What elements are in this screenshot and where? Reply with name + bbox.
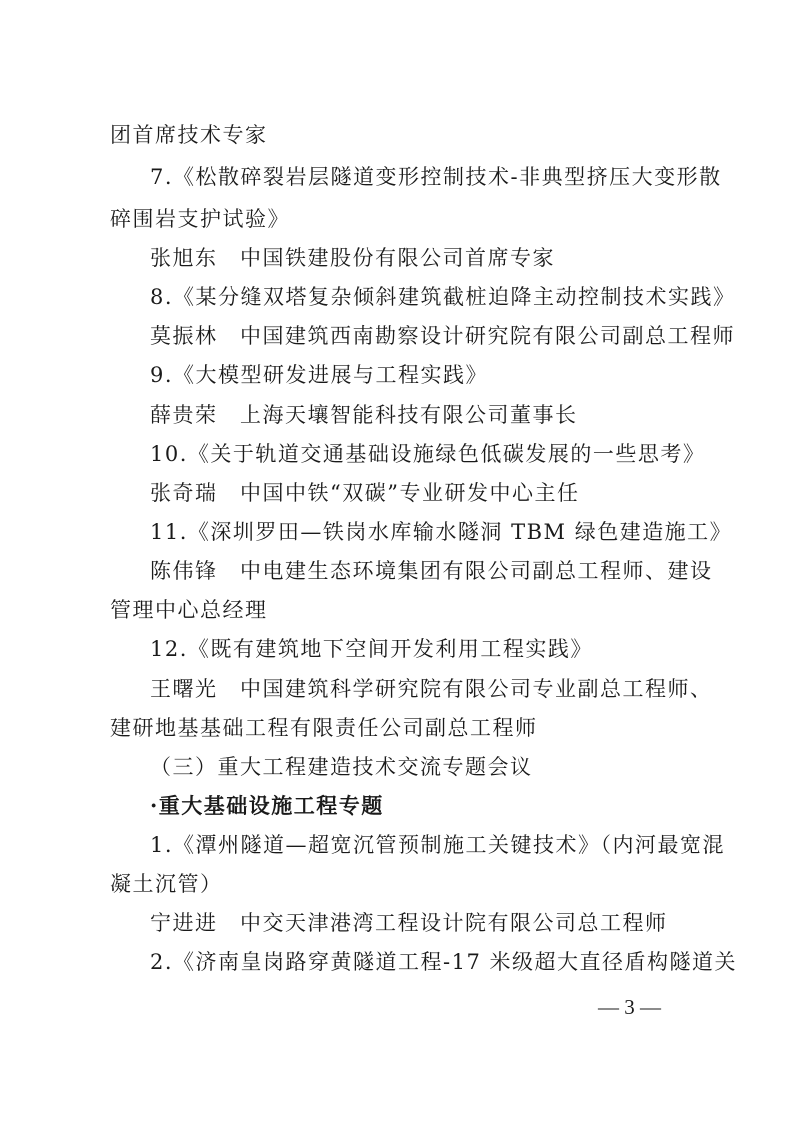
speaker-11: 陈伟锋 中电建生态环境集团有限公司副总工程师、建设 — [150, 559, 713, 583]
text-line-1: 团首席技术专家 — [110, 123, 268, 147]
talk-title-12: 12.《既有建筑地下空间开发利用工程实践》 — [150, 637, 593, 661]
section-heading: （三）重大工程建造技术交流专题会议 — [150, 755, 533, 779]
speaker-9: 薛贵荣 上海天壤智能科技有限公司董事长 — [150, 403, 578, 427]
talk-title-1: 1.《潭州隧道—超宽沉管预制施工关键技术》（内河最宽混 — [150, 833, 726, 857]
talk-title-8: 8.《某分缝双塔复杂倾斜建筑截桩迫降主动控制技术实践》 — [150, 285, 736, 309]
talk-title-7: 7.《松散碎裂岩层隧道变形控制技术-非典型挤压大变形散 — [150, 165, 722, 189]
speaker-10: 张奇瑞 中国中铁“双碳”专业研发中心主任 — [150, 481, 580, 505]
talk-title-9: 9.《大模型研发进展与工程实践》 — [150, 363, 489, 387]
talk-title-10: 10.《关于轨道交通基础设施绿色低碳发展的一些思考》 — [150, 442, 706, 466]
talk-title-11: 11.《深圳罗田—铁岗水库输水隧洞 TBM 绿色建造施工》 — [150, 520, 733, 544]
text-line-16: 建研地基基础工程有限责任公司副总工程师 — [110, 716, 538, 740]
talk-title-2: 2.《济南皇岗路穿黄隧道工程-17 米级超大直径盾构隧道关 — [150, 950, 738, 974]
text-line-20: 凝土沉管） — [110, 872, 223, 896]
speaker-12: 王曙光 中国建筑科学研究院有限公司专业副总工程师、 — [150, 677, 713, 701]
speaker-1: 宁进进 中交天津港湾工程设计院有限公司总工程师 — [150, 911, 668, 935]
text-line-13: 管理中心总经理 — [110, 598, 268, 622]
text-line-3: 碎围岩支护试验》 — [110, 207, 290, 231]
speaker-8: 莫振林 中国建筑西南勘察设计研究院有限公司副总工程师 — [150, 324, 735, 348]
speaker-7: 张旭东 中国铁建股份有限公司首席专家 — [150, 246, 555, 270]
page-number: — 3 — — [598, 995, 661, 1019]
subsection-heading: ·重大基础设施工程专题 — [150, 793, 384, 818]
